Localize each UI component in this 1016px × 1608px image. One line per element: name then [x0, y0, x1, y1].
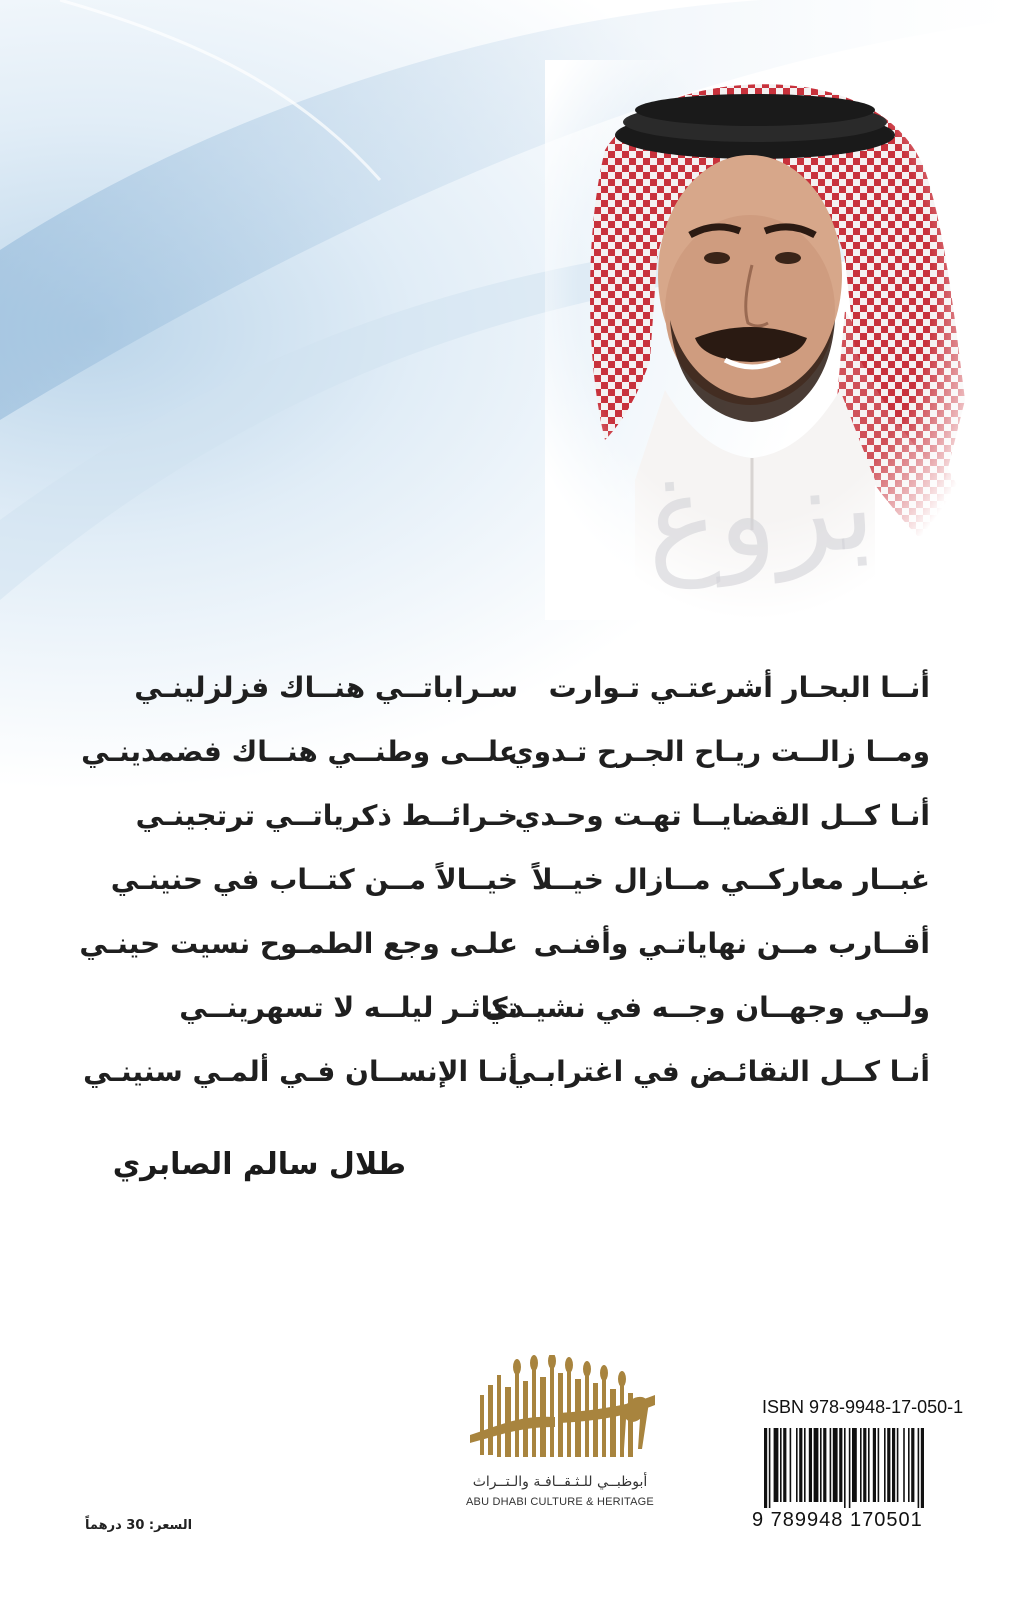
barcode-bar	[814, 1428, 819, 1502]
barcode-bar	[908, 1428, 910, 1502]
author-name: طلال سالم الصابري	[112, 1147, 406, 1182]
barcode-bar	[783, 1428, 786, 1502]
barcode-bar	[823, 1428, 826, 1502]
barcode-bar	[833, 1428, 838, 1502]
barcode-bar	[921, 1428, 924, 1508]
verse-first-hemistich: أقــارب مــن نهاياتـي وأفنـى	[533, 927, 930, 960]
barcode	[762, 1428, 986, 1508]
barcode-bar	[764, 1428, 767, 1508]
barcode-bar	[884, 1428, 886, 1502]
verse-first-hemistich: أنــا البحـار أشرعتـي تـوارت	[548, 671, 930, 704]
verse-first-hemistich: أنـا كــل القضايــا تهـت وحـدي	[514, 799, 930, 832]
barcode-bar	[799, 1428, 802, 1502]
barcode-bar	[860, 1428, 862, 1502]
barcode-bar	[809, 1428, 812, 1502]
publisher-logo	[440, 1355, 680, 1515]
verse	[110, 855, 930, 919]
calligraphy-title: بزوغ	[640, 437, 880, 592]
reeds-logo-icon	[460, 1355, 660, 1465]
barcode-bar	[868, 1428, 870, 1502]
verse-second-hemistich: تكاثـر ليلــه لا تسهرينــي	[179, 991, 518, 1024]
barcode-bar	[878, 1428, 880, 1502]
verse-first-hemistich: غبــار معاركــي مــازال خيــلاً	[531, 863, 930, 896]
price-label: السعر: 30 درهماً	[85, 1518, 193, 1533]
verse-first-hemistich: أنـا كــل النقائـض في اغترابـي	[507, 1055, 930, 1088]
verse	[81, 727, 930, 791]
verse-second-hemistich: علــى وطنــي هنــاك فضمدينـي	[81, 735, 518, 768]
verse	[150, 983, 930, 1047]
barcode-bar	[918, 1428, 920, 1508]
barcode-bar	[903, 1428, 905, 1502]
verse	[83, 1047, 930, 1111]
verse-second-hemistich: سـراباتــي هنــاك فزلزلينـي	[134, 671, 518, 704]
verse-second-hemistich: خيــالاً مــن كتــاب في حنينـي	[110, 863, 518, 896]
barcode-bar	[820, 1428, 822, 1502]
verse	[79, 919, 930, 983]
barcode-bar	[769, 1428, 771, 1508]
barcode-bar	[863, 1428, 866, 1502]
verse-second-hemistich: خـرائــط ذكرياتــي ترتجينـي	[135, 799, 518, 832]
barcode-bar	[839, 1428, 842, 1502]
verse-first-hemistich: ومــا زالــت ريـاح الجـرح تـدوي	[507, 735, 930, 768]
barcode-bar	[790, 1428, 792, 1502]
verse	[135, 791, 930, 855]
isbn-label: ISBN 978-9948-17-050-1	[762, 1397, 964, 1417]
verse-second-hemistich: علـى وجع الطمـوح نسيت حينـي	[79, 927, 518, 960]
publisher-name-english: ABU DHABI CULTURE & HERITAGE	[466, 1496, 654, 1508]
barcode-bar	[887, 1428, 890, 1502]
barcode-bar	[804, 1428, 806, 1502]
barcode-bar	[849, 1428, 851, 1508]
verse	[134, 663, 930, 727]
poem	[79, 663, 930, 1111]
barcode-bar	[852, 1428, 857, 1502]
barcode-bar	[873, 1428, 876, 1502]
barcode-bar	[796, 1428, 798, 1502]
barcode-bar	[897, 1428, 899, 1502]
barcode-bar	[774, 1428, 779, 1502]
barcode-digits: 9 789948 170501	[752, 1509, 923, 1531]
verse-first-hemistich: ولــي وجهــان وجــه في نشيـدي	[483, 991, 930, 1024]
verse-second-hemistich: أنـا الإنســان فـي ألمـي سنينـي	[83, 1055, 518, 1088]
barcode-bar	[830, 1428, 832, 1502]
barcode-bar	[892, 1428, 895, 1502]
barcode-bar	[780, 1428, 782, 1502]
barcode-bar	[911, 1428, 914, 1502]
barcode-bar	[844, 1428, 846, 1508]
publisher-name-arabic: أبوظبــي للـثـقــافـة والـتــراث	[472, 1474, 648, 1490]
